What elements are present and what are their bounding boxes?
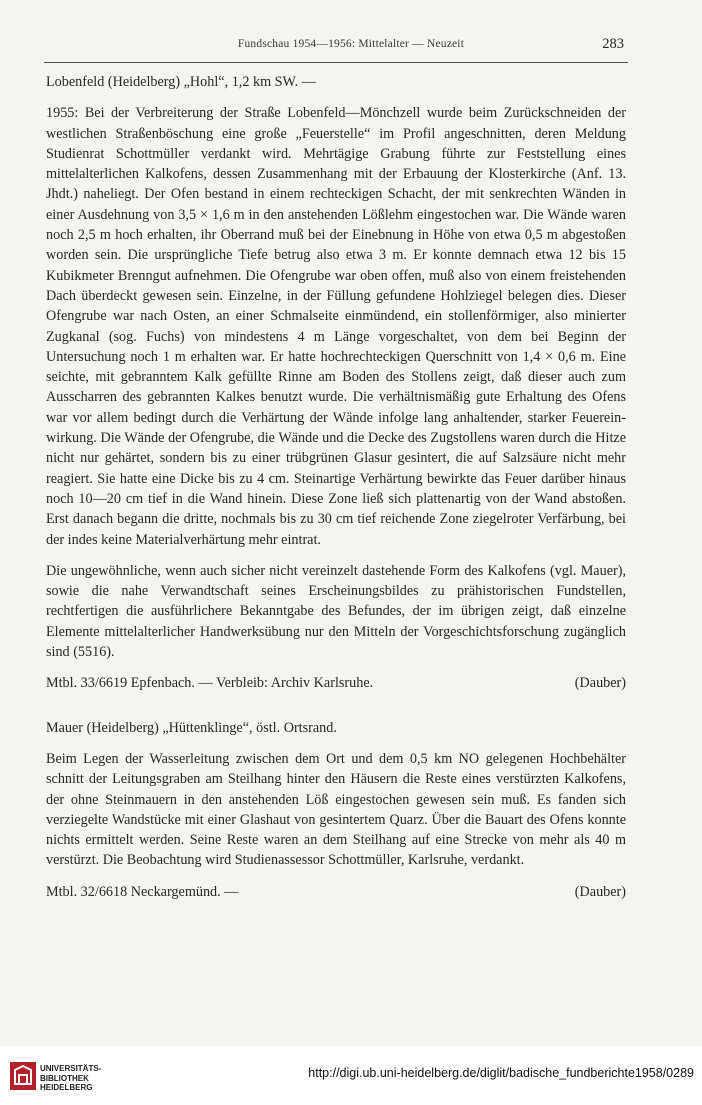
site-location: (Heidelberg) „Hohl“, 1,2 km SW. —	[104, 74, 316, 90]
entry-heading-mauer	[46, 718, 626, 738]
logo-line: HEIDELBERG	[40, 1083, 93, 1092]
running-header	[0, 36, 702, 58]
map-reference: Mtbl. 33/6619 Epfenbach. — Verbleib: Archiv Karlsruhe.	[46, 675, 374, 692]
page-content	[46, 72, 626, 926]
map-reference: Mtbl. 32/6618 Neckargemünd. —	[46, 883, 239, 900]
site-name: Mauer	[46, 719, 84, 736]
site-name: Lobenfeld	[46, 74, 105, 90]
site-location: (Heidelberg) „Hüttenklinge“, östl. Ortsrand.	[83, 719, 337, 736]
map-reference-line	[46, 673, 626, 693]
body-paragraph: Beim Legen der Wasserleitung zwischen dem Ort und dem 0,5 km NO gelegenen Hochbehälter schnitt der Leitungsgraben am Steilhang hinter den Häusern die Reste eines verstürzten Kalkofens, der ohne Steinmauern in den anstehenden Löß eingestochen gewesen sein muß. Es fanden sich verziegelte Wandstücke mit einer Glashaut von gesintertem Quarz. Über die Bauart des Ofens konnte nichts ermittelt werden. Seine Reste waren an dem Steilhang auf eine Strecke von mehr als 40 m verstürzt. Die Beobachtung wird Studienassessor Schottmüller, Karlsruhe, verdankt.	[46, 750, 626, 869]
header-rule	[44, 62, 628, 63]
logo-line: UNIVERSITÄTS-	[40, 1064, 102, 1073]
logo-line: BIBLIOTHEK	[40, 1073, 89, 1083]
library-logo-text	[40, 1064, 101, 1093]
author-credit: (Dauber)	[574, 883, 626, 900]
running-title: Fundschau 1954—1956: Mittelalter — Neuzeit	[237, 38, 465, 50]
page-number: 283	[602, 36, 624, 52]
body-paragraph: Die ungewöhnliche, wenn auch sicher nicht vereinzelt dastehende Form des Kalkofens (vgl. Mauer), sowie die nahe Verwandtschaft seines Erscheinungsbildes zu prähistorischen Fundstellen, rechtfertigen die ausführlichere Bekanntgabe des Befundes, der im übrigen zeigt, daß einzelne Elemente mittelalterlicher Handwerksübung nur den Mitteln der Vorgeschichtsforschung zugänglich sind (5516).	[46, 562, 626, 661]
library-logo-icon	[10, 1062, 36, 1090]
author-credit: (Dauber)	[574, 675, 626, 692]
digitization-footer	[0, 1046, 702, 1105]
source-url-link[interactable]: http://digi.ub.uni-heidelberg.de/diglit/badische_fundberichte1958/0289	[308, 1066, 694, 1080]
body-paragraph: 1955: Bei der Verbreiterung der Straße Lobenfeld—Mönchzell wurde beim Zurückschneiden der westlichen Straßenböschung eine große „Feuerstelle“ im Profil angeschnitten, deren Meldung Studienrat Schottmüller verdankt wird. Mehrtägige Grabung führte zur Feststellung eines mittelalterlichen Kalkofens, dessen Zusammenhang mit der Erbauung der Klosterkirche (Anf. 13. Jhdt.) naheliegt. Der Ofen bestand in einem rechteckigen Schacht, der mit senkrechten Wänden in einer Ausdehnung von 3,5 × 1,6 m in den anstehenden Lößlehm eingestochen war. Die Wände waren noch 2,5 m hoch erhalten, ihr Oberrand muß bei der Einebnung in Höhe von etwa 0,5 m abgestoßen worden sein. Die ursprüngliche Tiefe betrug also etwa 3 m. Er konnte demnach etwa 12 bis 15 Kubikmeter Brenngut aufnehmen. Die Ofengrube war oben offen, muß also von einem freistehenden Dach überdeckt gewesen sein. Einzelne, in der Füllung gefundene Hohlziegel belegen dies. Dieser Ofengrube war nach Osten, an einer Schmalseite einmündend, ein stollenförmiger, also minierter Zugkanal (sog. Fuchs) von mindestens 4 m Länge vorgeschaltet, von dem bei Beginn der Untersuchung noch 1 m erhalten war. Er hatte hochrechteckigen Querschnitt von 1,4 × 0,6 m. Eine seichte, mit gebranntem Kalk gefüllte Rinne am Boden des Stollens zeigt, daß dieser auch zum Ausscharren des gebrannten Kalkes benutzt wurde. Die verhältnismäßig gute Erhaltung des Ofens war vor allem bedingt durch die Verhärtung der Wände infolge lang anhaltender, starker Feuereinwirkung. Die Wände der Ofengrube, die Wände und die Decke des Zugstollens waren durch die Hitze nicht nur gehärtet, sondern bis zu einer trübgrünen Glasur gesintert, die auf Salzsäure nicht mehr reagiert. Sie hatte eine Dicke bis zu 4 cm. Steinartige Verhärtung bewirkte das Feuer darüber hinaus noch 10—20 cm tief in die Wand hinein. Diese Zone ließ sich plattenartig von der Wand abstoßen. Erst danach begann die dritte, nochmals bis zu 30 cm tief reichende Zone ziegelroter Verfärbung, bei der indes keine Materialverhärtung mehr eintrat.	[46, 105, 626, 548]
map-reference-line	[46, 882, 626, 902]
entry-heading-lobenfeld	[46, 72, 626, 92]
